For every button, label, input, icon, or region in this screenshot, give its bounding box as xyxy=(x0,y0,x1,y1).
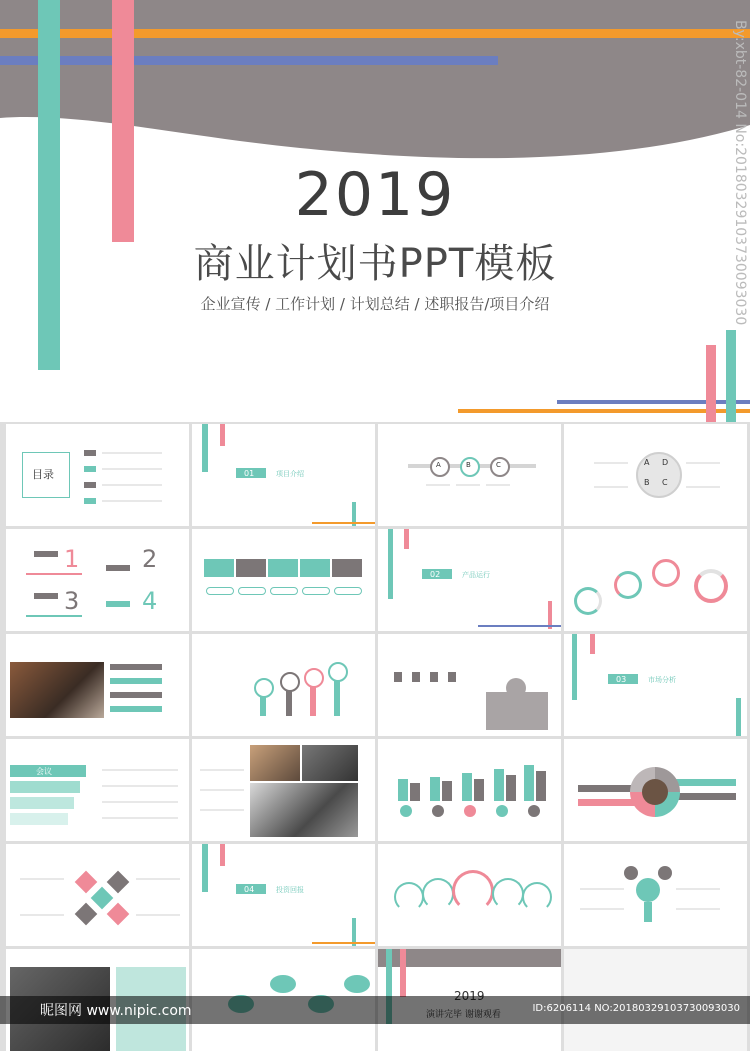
office-photo xyxy=(250,783,358,837)
abcd-a: A xyxy=(644,458,650,467)
section-04-label: 投资回报 xyxy=(276,886,304,894)
pink-right-bar xyxy=(706,345,716,422)
slide-thumb-bar-chart[interactable] xyxy=(378,739,561,841)
slide-thumb-quadrant[interactable] xyxy=(564,739,747,841)
slide-thumbnail-grid xyxy=(4,422,748,1024)
abcd-b: B xyxy=(644,478,650,487)
image-id: ID:6206114 NO:20180329103730093030 xyxy=(532,1003,740,1014)
slide-thumb-section-03[interactable] xyxy=(564,634,747,736)
vertical-watermark: By:xbt-82-014 No:20180329103730093030 xyxy=(732,20,748,326)
slide-thumb-gauges[interactable] xyxy=(378,844,561,946)
number-1: 1 xyxy=(64,545,80,573)
meeting-photo xyxy=(10,662,104,718)
abcd-c: C xyxy=(662,478,668,487)
slide-thumb-section-04[interactable] xyxy=(192,844,375,946)
slide-thumb-abc[interactable] xyxy=(378,424,561,526)
slide-thumb-numbers[interactable] xyxy=(6,529,189,631)
slide-thumb-icon-strip[interactable] xyxy=(192,529,375,631)
arrow-meeting-label: 会议 xyxy=(36,767,52,776)
section-02-label: 产品运行 xyxy=(462,571,490,579)
slide-thumb-rings[interactable] xyxy=(564,529,747,631)
abc-c: C xyxy=(496,461,501,469)
slide-thumb-section-01[interactable] xyxy=(192,424,375,526)
slide-thumb-diamonds[interactable] xyxy=(6,844,189,946)
abc-a: A xyxy=(436,461,441,469)
slide-thumb-lightbulb[interactable] xyxy=(564,844,747,946)
slide-thumb-photo-table[interactable] xyxy=(6,634,189,736)
toc-title: 目录 xyxy=(32,468,54,481)
abcd-d: D xyxy=(662,458,669,467)
site-watermark: 昵图网 www.nipic.com xyxy=(40,1003,192,1019)
section-04-number: 04 xyxy=(244,885,255,894)
section-01-number: 01 xyxy=(244,469,255,478)
number-4: 4 xyxy=(142,587,158,615)
blue-bottom-line xyxy=(557,400,750,404)
slide-thumb-thermometers[interactable] xyxy=(192,634,375,736)
slide-thumb-abcd[interactable] xyxy=(564,424,747,526)
number-3: 3 xyxy=(64,587,80,615)
section-03-number: 03 xyxy=(616,675,627,684)
abc-b: B xyxy=(466,461,471,469)
slide-thumb-building[interactable] xyxy=(378,634,561,736)
slide-thumb-arrows[interactable] xyxy=(6,739,189,841)
cover-title: 商业计划书PPT模板 xyxy=(193,241,557,287)
cover-year: 2019 xyxy=(294,160,456,230)
cover-subtitle: 企业宣传 / 工作计划 / 计划总结 / 述职报告/项目介绍 xyxy=(200,295,550,313)
cover-slide xyxy=(0,0,750,422)
number-2: 2 xyxy=(142,545,158,573)
slide-thumb-toc[interactable] xyxy=(6,424,189,526)
section-02-number: 02 xyxy=(430,570,441,579)
section-01-label: 项目介绍 xyxy=(276,470,304,478)
slide-thumb-section-02[interactable] xyxy=(378,529,561,631)
blue-stripe xyxy=(0,56,498,65)
section-03-label: 市场分析 xyxy=(648,676,676,684)
slide-thumb-photo-collage[interactable] xyxy=(192,739,375,841)
watermark-footer xyxy=(0,996,750,1024)
